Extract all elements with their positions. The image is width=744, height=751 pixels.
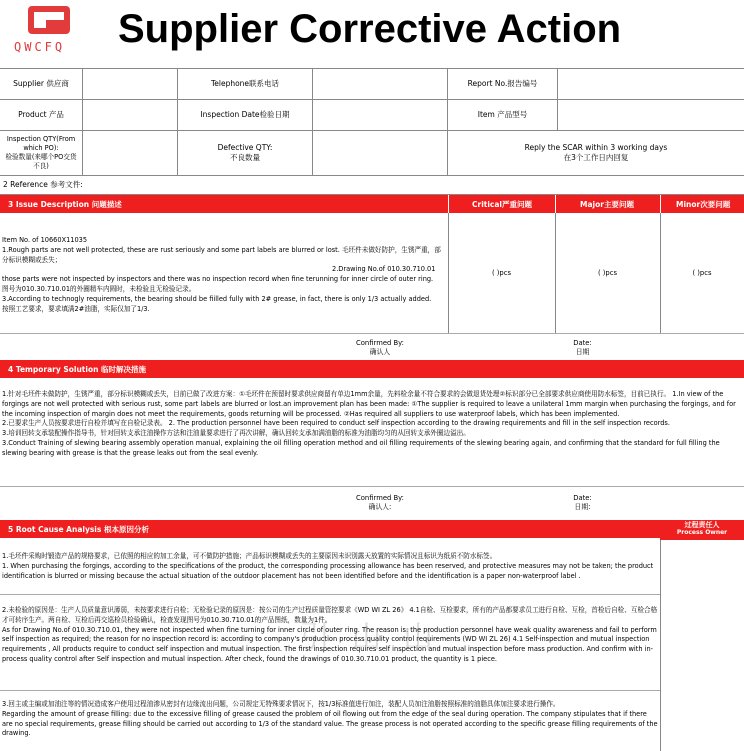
issue-header: 3 Issue Description 问题描述	[8, 200, 122, 209]
temporary-solution-text	[0, 390, 744, 472]
defective-qty-label-en: Defective QTY:	[217, 143, 273, 152]
report-no-label: Report No.报告编号	[448, 69, 558, 100]
telephone-label: Telephone联系电话	[178, 69, 313, 100]
divider	[660, 195, 661, 213]
issue-header-bar	[0, 195, 744, 213]
root-cause-1-en: 1. When purchasing the forgings, according to the specifications of the product, the corresponding processing allowance has been reserved, and protective measures may not be taken; the product identification is blurred or missing because the actual situation of the outdoor placement has not been identified before and the identification is a paper non-waterproof label .	[2, 561, 654, 580]
root-cause-header-bar	[0, 520, 660, 538]
item-field[interactable]	[558, 100, 744, 131]
root-cause-2-cn: 2.未检验的原因是：生产人员质量意识薄弱，未按要求进行自检；无检验记录的原因是：按公司的生产过程质量管控要求《WD WI ZL 26》 4.1自检、互检要求，所有的产品都要求员工进行自检、互检，首检后自检、互检合格才可转序生产。两自检、互检后再交巡检员检验确认，检查发现图号为010.30.710.01的产品图纸，数量为1件。	[2, 606, 658, 624]
reference-label: 2 Reference 参考文件:	[0, 176, 744, 195]
product-label: Product 产品	[0, 100, 83, 131]
telephone-field[interactable]	[313, 69, 448, 100]
divider	[0, 486, 744, 487]
process-owner-label: Process Owner	[676, 529, 728, 536]
report-no-field[interactable]	[558, 69, 744, 100]
critical-header: Critical严重问题	[472, 200, 533, 209]
temporary-p3b: 3.Conduct Training of slewing bearing assembly operation manual, explaining the oil filling operation method and oil filling requirements of the slewing bearing again, and confirming that the standard for full filling the slewing bearing with grease is that the grease leaks out from the seal evenly.	[2, 438, 720, 457]
root-cause-3-en: Regarding the amount of grease filling: due to the excessive filling of grease caused the problem of oil flowing out from the edge of the seal during operation. The company stipulates that if there are no special requirements, grease filling should be carried out according to 1/3 of the standard value. The grease process is not operated according to the specific grease filling requirements of the drawing.	[2, 709, 658, 738]
issue-item-no: Item No. of 10660X11035	[2, 236, 88, 244]
issue-line-1: 1.Rough parts are not well protected, these are rust seriously and some part labels are blurred or lost. 毛坯件未做好防护，生锈严重，部分标识模糊或丢失；	[2, 245, 441, 264]
defective-qty-label	[178, 131, 313, 176]
divider	[0, 333, 744, 334]
divider	[0, 690, 660, 691]
page-title: Supplier Corrective Action	[118, 7, 622, 51]
issue-drawing: 2.Drawing No.of 010.30.710.01	[332, 265, 436, 274]
inspection-date-label: Inspection Date检验日期	[178, 100, 313, 131]
root-cause-1-cn: 1.毛坯件采购时锻造产品的规格要求，已依照的相应的加工余量，可不做防护措施；产品标识模糊或丢失的主要原因未识别露天放置的实际情况且标识为纸质不防水标签。	[2, 552, 497, 560]
reply-note-cn: 在3个工作日内回复	[563, 153, 629, 162]
minor-pcs[interactable]: ( )pcs	[692, 269, 712, 277]
major-pcs[interactable]: ( )pcs	[597, 269, 618, 277]
inspection-qty-label-en: Inspection QTY(From which PO):	[6, 135, 76, 152]
info-row-3	[0, 131, 744, 176]
issue-date	[560, 339, 605, 357]
confirmed-by-label: Confirmed By:	[356, 494, 404, 502]
divider	[555, 195, 556, 213]
divider	[448, 195, 449, 213]
confirmed-by-label-cn: 确认人:	[368, 503, 392, 511]
info-row-1	[0, 68, 744, 100]
date-label-cn: 日期:	[574, 503, 591, 511]
supplier-label: Supplier 供应商	[0, 69, 83, 100]
form-header	[0, 0, 744, 66]
critical-pcs[interactable]: ( )pcs	[491, 269, 512, 277]
temporary-date	[560, 494, 605, 512]
major-header: Major主要问题	[580, 200, 634, 209]
reply-note-en: Reply the SCAR within 3 working days	[524, 143, 668, 152]
temporary-p2: 2.已要求生产人员按要求进行自检并填写在自检记录表。 2. The production personnel have been required to conduct self inspection according to the drawing requirements and fill in the self inspection records.	[2, 419, 670, 428]
reference-row	[0, 176, 744, 195]
confirmed-by-label-cn: 确认人	[369, 348, 391, 356]
inspection-qty-label	[0, 131, 83, 176]
divider	[660, 540, 661, 751]
defective-qty-label-cn: 不良数量	[230, 153, 260, 162]
date-label: Date:	[573, 339, 592, 347]
temporary-p1: 1.针对毛坯件未做防护，生锈严重，部分标识模糊或丢失，目前已做了改进方案：①毛坯件在预留时要求供应商留有单边1mm余量，先料检余量不符合要求的会做退货处理②标识部分已全部要求供应商使用防水标签，目前已执行。 1.In view of the forgings are not well protected with serious rust, some part labels are blurred or lost.an improvement plan has been made: ①The supplier is required to leave a unilateral 1mm margin when purchasing the forgings, and for the incoming inspection of margin does not meet the requirements, goods returning will be processed. ②Has required all suppliers to use waterproof labels, which has been implemented.	[2, 390, 736, 418]
issue-confirmed-by	[340, 339, 420, 357]
divider	[0, 594, 660, 595]
date-label-cn: 日期	[575, 348, 590, 356]
logo-mark-icon	[28, 6, 70, 34]
date-label: Date:	[573, 494, 592, 502]
temporary-header: 4 Temporary Solution 临时解决措施	[8, 365, 147, 374]
reply-note	[448, 131, 744, 176]
item-label: Item 产品型号	[448, 100, 558, 131]
company-logo	[14, 6, 100, 58]
root-cause-3-cn: 3.回主或主编或加油注等的情况造成客户使用过程油渗从密封有边缘流出问题，公司规定无特殊要求情况下，按1/3标准值进行加注，装配人员加注油脂按照标准的油脂具体加注要求进行操作。	[2, 700, 560, 708]
inspection-date-field[interactable]	[313, 100, 448, 131]
issue-line-2: those parts were not inspected by inspectors and there was no inspection record when fine terunning for inner circle of outer ring.	[2, 275, 434, 284]
issue-line-3-cn: 按照工艺要求，要求填满2#油脂，实际仅加了1/3.	[2, 304, 150, 313]
confirmed-by-label: Confirmed By:	[356, 339, 404, 347]
info-row-2	[0, 100, 744, 131]
process-owner-header	[660, 520, 744, 540]
defective-qty-field[interactable]	[313, 131, 448, 176]
logo-text: QWCFQ	[14, 40, 66, 54]
inspection-qty-field[interactable]	[83, 131, 178, 176]
supplier-field[interactable]	[83, 69, 178, 100]
product-field[interactable]	[83, 100, 178, 131]
root-cause-3	[0, 700, 660, 751]
issue-description	[0, 236, 448, 316]
watermark: 引 山 山	[300, 620, 440, 655]
root-cause-1	[0, 552, 660, 588]
temporary-p3: 3.培训回转支承装配操作指导书，针对回转支承注油操作方法和注油量要求进行了再次讲解，确认回转支承加满油脂的标准为油脂均匀的从回转支承外圈边溢出。	[2, 429, 470, 438]
process-owner-label-cn: 过程责任人	[684, 521, 720, 529]
temporary-header-bar	[0, 360, 744, 378]
inspection-qty-label-cn: 检验数量(来哪个PO交货不良)	[5, 153, 77, 170]
issue-line-2-cn: 图号为010.30.710.01的外圈精车内圆时，未检验且无检验记录。	[2, 284, 196, 293]
issue-line-3: 3.According to technogly requirements, the bearing should be fiilled fully with 2# grease, in fact, there is only 1/3 actually added.	[2, 294, 432, 303]
root-cause-header: 5 Root Cause Analysis 根本原因分析	[8, 525, 149, 534]
root-cause-2-en: As for Drawing No.of 010.30.710.01, they were not inspected when fine turning for inner circle of outer ring. The reason is: the production personnel have weak quality awareness and fail to perform self inspection as required; the reason for no inspection record is: according to company's production process quality control requirements (WD WI ZL 26) 4.1 Self-inspection and mutual inspection requirements , All products require to conduct self inspection and mutual inspection. The first inspection requires self inspection and mutual inspection before mass production. And confirm with in-process quality control after Self inspection and mutual inspection. After check, found the drawings of 010.30.710.01 product, the quantity is 1 piece.	[2, 625, 657, 663]
temporary-confirmed-by	[340, 494, 420, 512]
minor-header: Minor次要问题	[676, 200, 731, 209]
